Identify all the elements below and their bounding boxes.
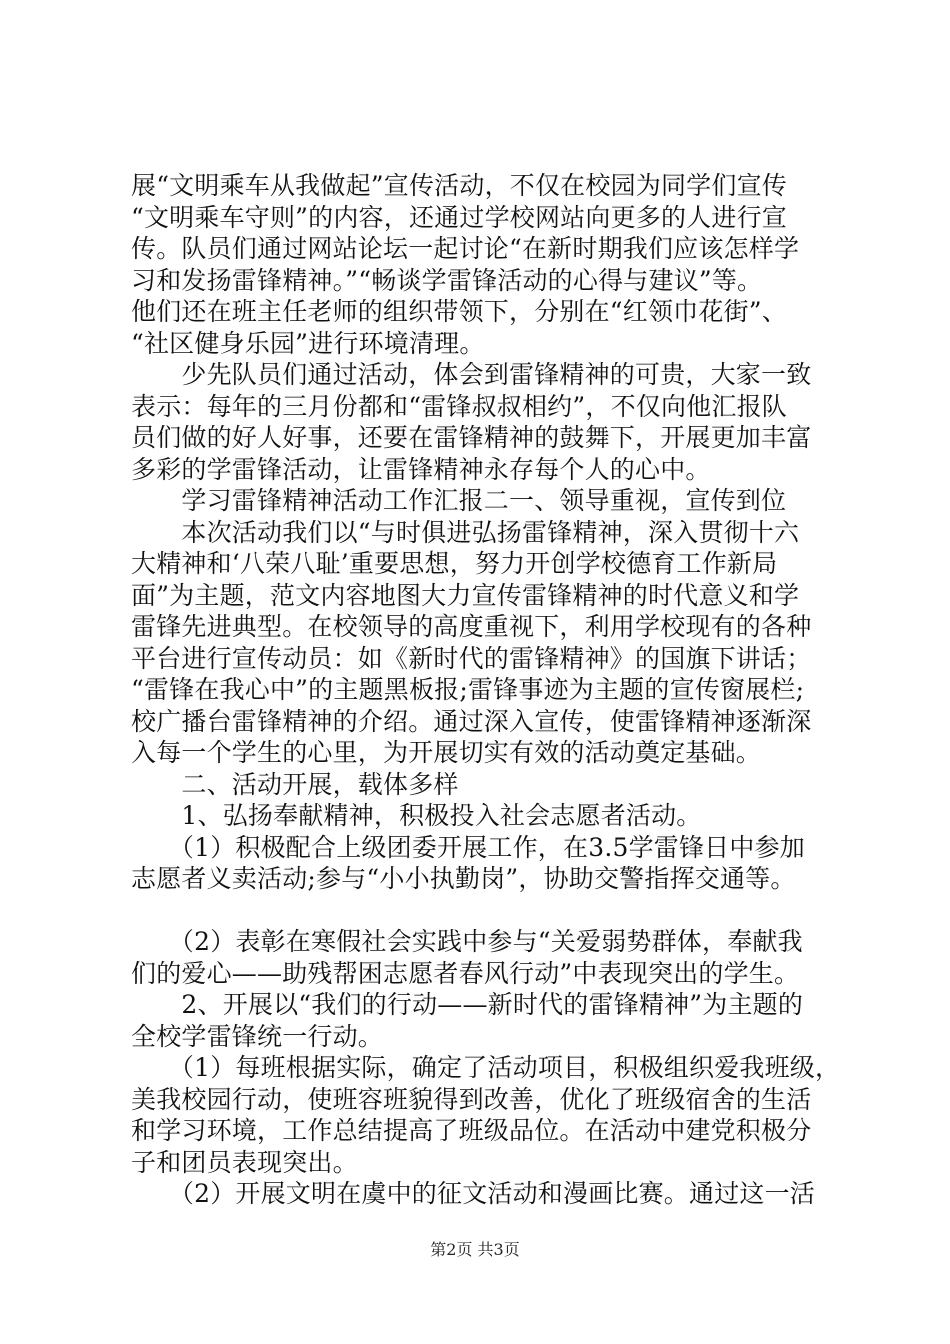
text-line: 面”为主题，范文内容地图大力宣传雷锋精神的时代意义和学: [131, 580, 800, 610]
text-line: 习和发扬雷锋精神。”“畅谈学雷锋活动的心得与建议”等。: [131, 265, 763, 295]
text-line: 员们做的好人好事，还要在雷锋精神的鼓舞下，开展更加丰富: [131, 423, 812, 452]
text-line: 传。队员们通过网站论坛一起讨论“在新时期我们应该怎样学: [131, 234, 800, 263]
text-line: “雷锋在我心中”的主题黑板报;雷锋事迹为主题的宣传窗展栏;: [131, 675, 805, 704]
text-line: （1）积极配合上级团委开展工作，在3.5学雷锋日中参加: [131, 832, 805, 862]
text-line: 校广播台雷锋精神的介绍。通过深入宣传，使雷锋精神逐渐深: [131, 706, 812, 736]
text-line: 多彩的学雷锋活动，让雷锋精神永存每个人的心中。: [131, 454, 711, 484]
text-line: 和学习环境，工作总结提高了班级品位。在活动中建党积极分: [131, 1116, 812, 1145]
text-line: 雷锋先进典型。在校领导的高度重视下，利用学校现有的各种: [131, 612, 812, 641]
text-line: “社区健身乐园”进行环境清理。: [131, 328, 485, 358]
text-line: 2、开展以“我们的行动——新时代的雷锋精神”为主题的: [131, 990, 804, 1019]
text-line: 学习雷锋精神活动工作汇报二一、领导重视，宣传到位: [131, 486, 787, 515]
text-line: 二、活动开展，载体多样: [131, 769, 459, 799]
text-line: （2）表彰在寒假社会实践中参与“关爱弱势群体，奉献我: [131, 927, 803, 956]
document-body: [131, 170, 841, 1210]
text-line: 本次活动我们以“与时俱进弘扬雷锋精神，深入贯彻十六: [131, 517, 800, 547]
text-line: 大精神和‘八荣八耻’重要思想，努力开创学校德育工作新局: [131, 549, 778, 578]
text-line: 们的爱心——助残帮困志愿者春风行动”中表现突出的学生。: [131, 958, 800, 988]
text-line: 志愿者义卖活动;参与“小小执勤岗”，协助交警指挥交通等。: [131, 864, 796, 893]
text-line: 美我校园行动，使班容班貌得到改善，优化了班级宿舍的生活: [131, 1084, 812, 1114]
text-line: 平台进行宣传动员：如《新时代的雷锋精神》的国旗下讲话；: [131, 643, 812, 673]
text-line: 1、弘扬奉献精神，积极投入社会志愿者活动。: [131, 801, 702, 830]
text-line: 全校学雷锋统一行动。: [131, 1021, 384, 1051]
text-line: 子和团员表现突出。: [131, 1147, 358, 1177]
text-line: 入每一个学生的心里，为开展切实有效的活动奠定基础。: [131, 738, 762, 767]
page-number-footer: 第2页 共3页: [430, 1240, 520, 1259]
text-line: 表示：每年的三月份都和“雷锋叔叔相约”，不仅向他汇报队: [131, 391, 787, 421]
text-line: （2）开展文明在虞中的征文活动和漫画比赛。通过这一活: [131, 1179, 816, 1208]
text-line: 他们还在班主任老师的组织带领下，分别在“红领巾花街”、: [131, 297, 787, 326]
blank-line: [131, 895, 831, 927]
text-line: 少先队员们通过活动，体会到雷锋精神的可贵，大家一致: [131, 360, 812, 389]
text-line: 展“文明乘车从我做起”宣传活动，不仅在校园为同学们宣传: [131, 171, 787, 200]
text-line: “文明乘车守则”的内容，还通过学校网站向更多的人进行宣: [131, 202, 787, 232]
text-line: （1）每班根据实际，确定了活动项目，积极组织爱我班级，: [131, 1053, 841, 1082]
